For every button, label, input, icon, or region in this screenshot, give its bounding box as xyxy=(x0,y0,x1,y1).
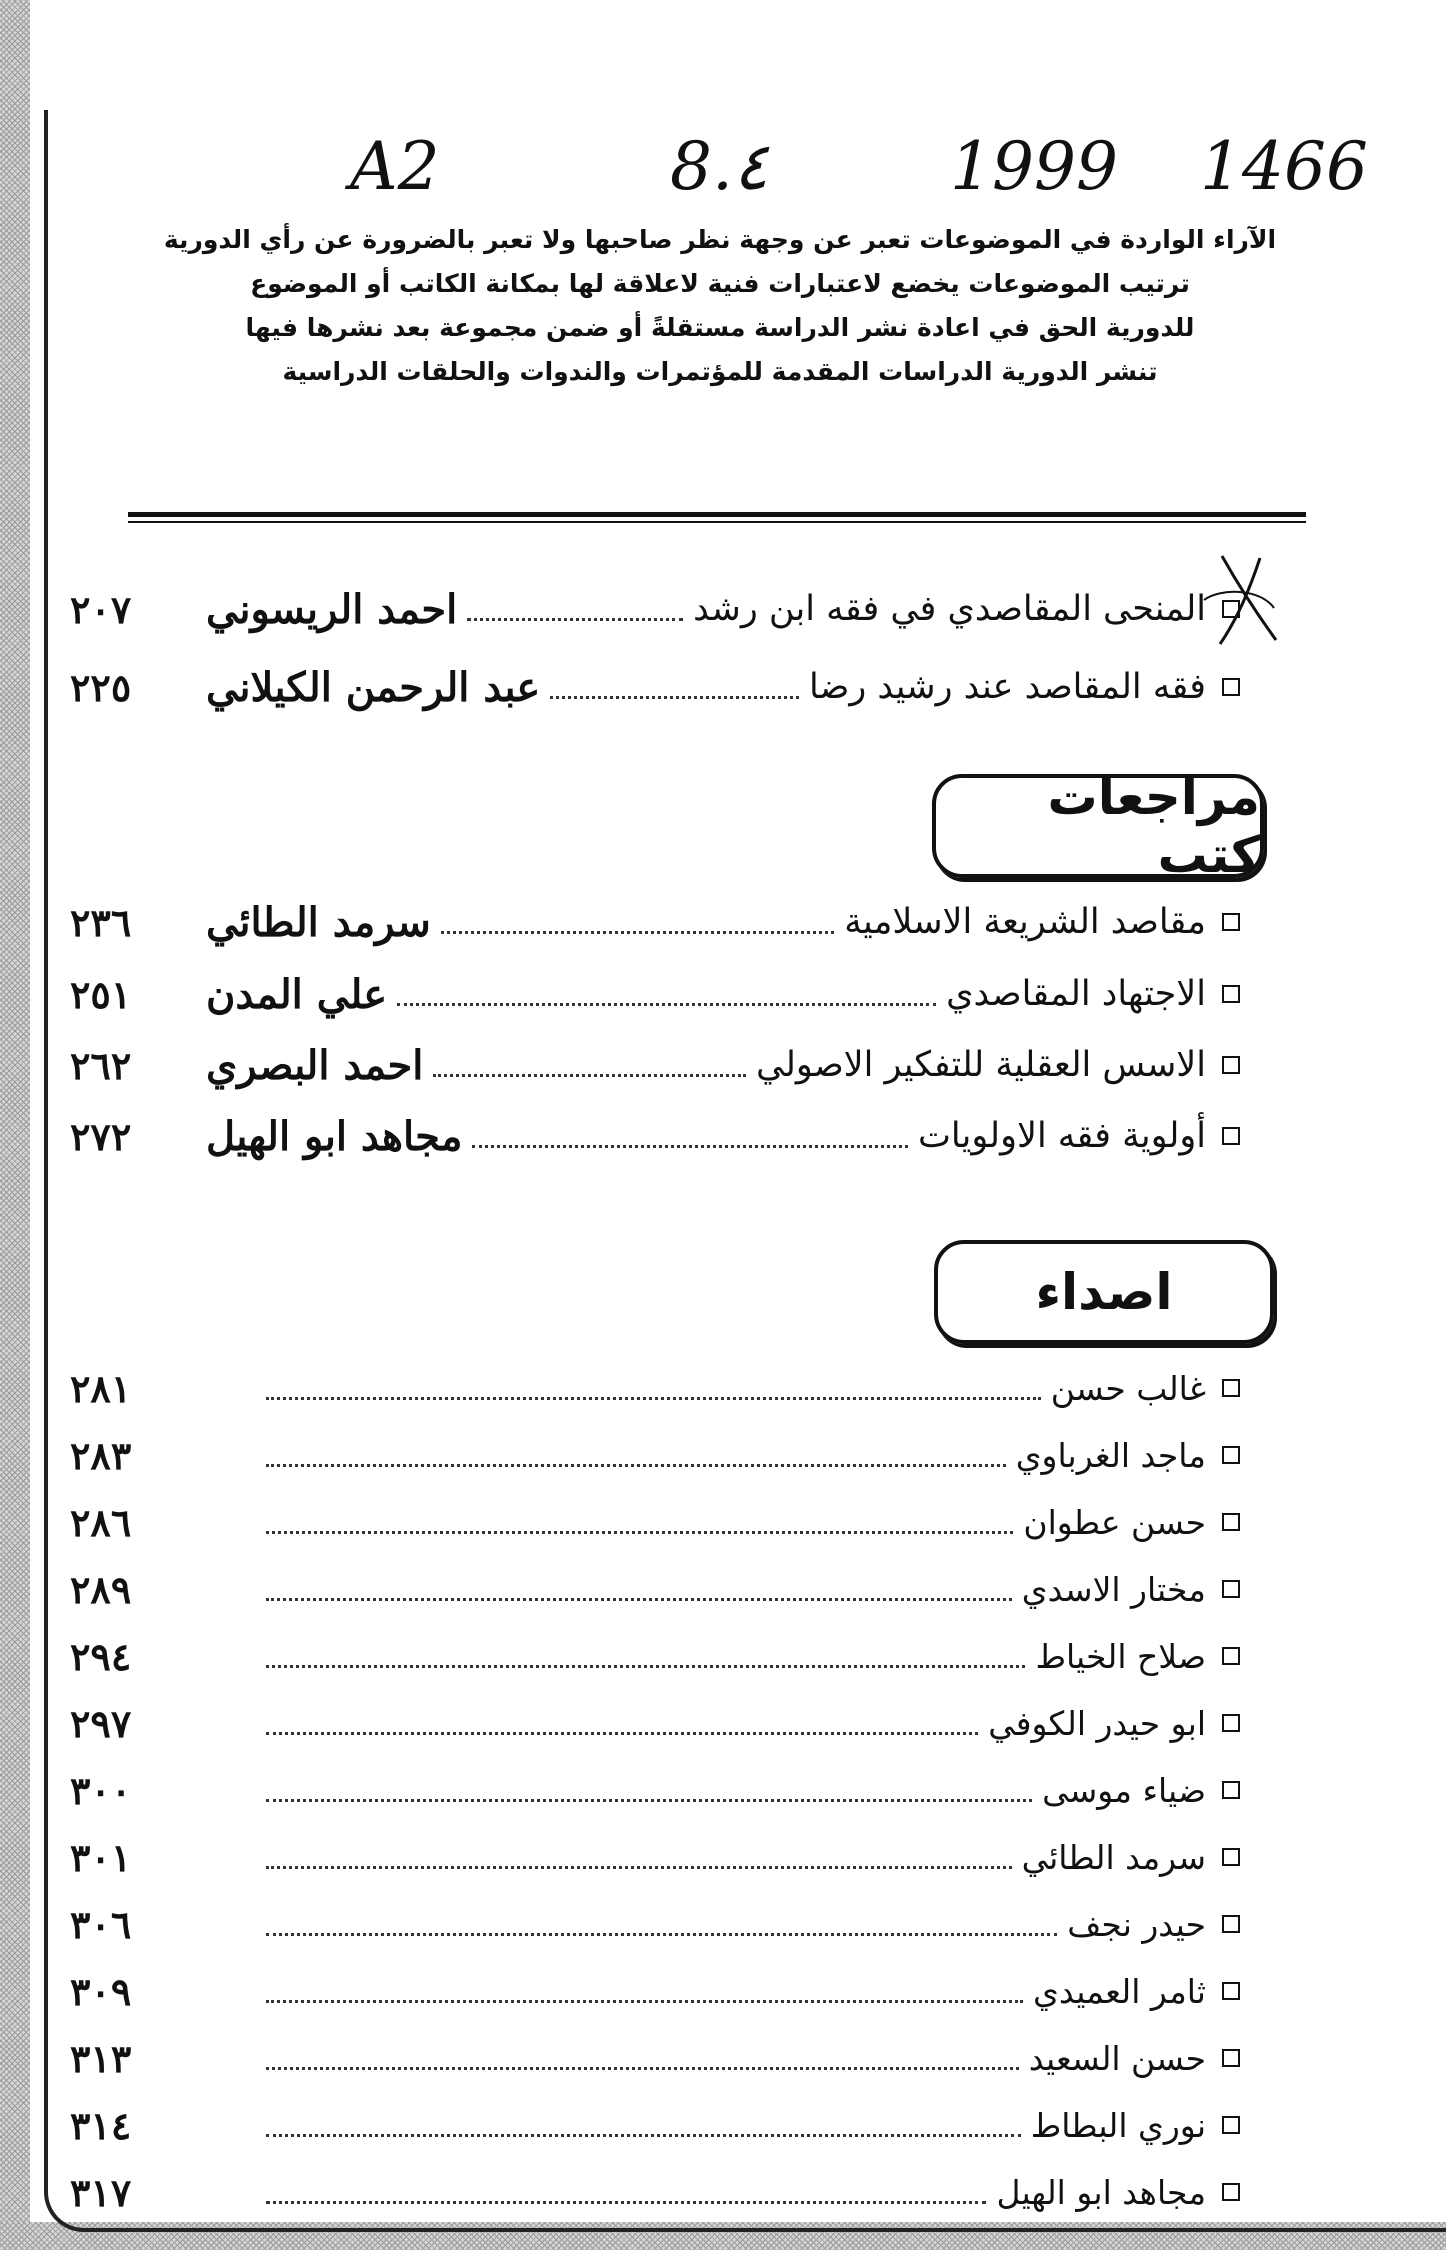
bullet-box-icon xyxy=(1222,1781,1240,1799)
entry-title: حسن السعيد xyxy=(1028,2038,1206,2078)
entry-page: ٢٠٧ xyxy=(70,586,132,632)
toc-entry[interactable] xyxy=(70,1101,1240,1171)
entry-page: ٢٩٧ xyxy=(70,1700,132,1746)
leader-dots xyxy=(266,1665,1025,1668)
entry-page: ٣١٤ xyxy=(70,2102,132,2148)
entry-page: ٣٠٩ xyxy=(70,1968,132,2014)
toc-entry[interactable] xyxy=(70,1621,1240,1691)
bullet-box-icon xyxy=(1222,2183,1240,2201)
leader-dots xyxy=(266,2067,1019,2070)
notice-line: ترتيب الموضوعات يخضع لاعتبارات فنية لاعلاقة لها بمكانة الكاتب أو الموضوع xyxy=(250,269,1190,298)
bullet-box-icon xyxy=(1222,1982,1240,2000)
entry-title: ابو حيدر الكوفي xyxy=(988,1703,1206,1743)
entry-title: مقاصد الشريعة الاسلامية xyxy=(844,902,1206,942)
entry-page: ٢٨١ xyxy=(70,1365,132,1411)
leader-dots xyxy=(266,1799,1032,1802)
leader-dots xyxy=(266,2000,1023,2003)
divider-rule xyxy=(128,521,1306,523)
entry-page: ٢٨٦ xyxy=(70,1499,132,1545)
bullet-box-icon xyxy=(1222,913,1240,931)
entry-page: ٢٢٥ xyxy=(70,664,132,710)
bullet-box-icon xyxy=(1222,1580,1240,1598)
leader-dots xyxy=(550,696,799,699)
entry-author: احمد الريسوني xyxy=(206,585,458,633)
entry-author: علي المدن xyxy=(206,970,388,1018)
handwritten-note xyxy=(300,128,1400,208)
toc-entry[interactable] xyxy=(70,574,1240,644)
entry-page: ٣٠١ xyxy=(70,1834,132,1880)
leader-dots xyxy=(266,2134,1021,2137)
toc-entry[interactable] xyxy=(70,2090,1240,2160)
handwritten-code: A2 xyxy=(350,128,440,205)
bullet-box-icon xyxy=(1222,1056,1240,1074)
bullet-box-icon xyxy=(1222,1848,1240,1866)
entry-title: ثامر العميدي xyxy=(1033,1971,1206,2011)
entry-title: مجاهد ابو الهيل xyxy=(996,2172,1206,2212)
leader-dots xyxy=(266,1933,1057,1936)
bullet-box-icon xyxy=(1222,1379,1240,1397)
handwritten-code: 8.٤ xyxy=(670,128,769,205)
section-heading-books xyxy=(932,768,1264,884)
entry-title: سرمد الطائي xyxy=(1021,1837,1206,1877)
bullet-box-icon xyxy=(1222,985,1240,1003)
toc-entry[interactable] xyxy=(70,1554,1240,1624)
leader-dots xyxy=(441,931,835,934)
leader-dots xyxy=(472,1145,908,1148)
editorial-notice xyxy=(130,218,1310,394)
toc-entry[interactable] xyxy=(70,1420,1240,1490)
toc-entry[interactable] xyxy=(70,2157,1240,2227)
entry-page: ٣١٧ xyxy=(70,2169,132,2215)
entry-title: صلاح الخياط xyxy=(1035,1636,1206,1676)
section-heading-text: اصداء xyxy=(1035,1263,1173,1321)
entry-title: أولوية فقه الاولويات xyxy=(917,1116,1206,1156)
toc-entry[interactable] xyxy=(70,1030,1240,1100)
leader-dots xyxy=(397,1003,936,1006)
entry-title: نوري البطاط xyxy=(1030,2105,1206,2145)
entry-page: ٢٩٤ xyxy=(70,1633,132,1679)
bullet-box-icon xyxy=(1222,1647,1240,1665)
section-heading-echoes xyxy=(934,1240,1274,1344)
entry-author: عبد الرحمن الكيلاني xyxy=(206,663,541,711)
entry-author: احمد البصري xyxy=(206,1041,424,1089)
bullet-box-icon xyxy=(1222,1714,1240,1732)
entry-title: الاسس العقلية للتفكير الاصولي xyxy=(756,1045,1206,1085)
entry-page: ٢٨٣ xyxy=(70,1432,132,1478)
entry-title: ضياء موسى xyxy=(1042,1770,1206,1810)
leader-dots xyxy=(266,1397,1041,1400)
handwritten-code: 1999 xyxy=(950,128,1118,205)
leader-dots xyxy=(266,1464,1006,1467)
toc-entry[interactable] xyxy=(70,2023,1240,2093)
entry-title: غالب حسن xyxy=(1050,1368,1206,1408)
entry-author: سرمد الطائي xyxy=(206,898,431,946)
section-heading-text: مراجعات كتب xyxy=(1047,768,1260,884)
toc-entry[interactable] xyxy=(70,959,1240,1029)
leader-dots xyxy=(433,1074,746,1077)
toc-entry[interactable] xyxy=(70,1353,1240,1423)
notice-line: الآراء الواردة في الموضوعات تعبر عن وجهة نظر صاحبها ولا تعبر بالضرورة عن رأي الدورية xyxy=(163,225,1277,254)
toc-entry[interactable] xyxy=(70,1755,1240,1825)
toc-entry[interactable] xyxy=(70,887,1240,957)
bullet-box-icon xyxy=(1222,1513,1240,1531)
entry-page: ٣٠٠ xyxy=(70,1767,132,1813)
toc-entry[interactable] xyxy=(70,1822,1240,1892)
handwritten-code: 1466 xyxy=(1200,128,1368,205)
entry-page: ٢٥١ xyxy=(70,971,132,1017)
bullet-box-icon xyxy=(1222,2049,1240,2067)
leader-dots xyxy=(467,618,683,621)
entry-title: حسن عطوان xyxy=(1023,1502,1206,1542)
toc-entry[interactable] xyxy=(70,1688,1240,1758)
toc-entry[interactable] xyxy=(70,652,1240,722)
bullet-box-icon xyxy=(1222,600,1240,618)
notice-line: تنشر الدورية الدراسات المقدمة للمؤتمرات والندوات والحلقات الدراسية xyxy=(282,357,1158,386)
toc-entry[interactable] xyxy=(70,1889,1240,1959)
bullet-box-icon xyxy=(1222,1446,1240,1464)
leader-dots xyxy=(266,1598,1012,1601)
leader-dots xyxy=(266,2201,986,2204)
toc-entry[interactable] xyxy=(70,1487,1240,1557)
entry-title: ماجد الغرباوي xyxy=(1015,1435,1206,1475)
bullet-box-icon xyxy=(1222,1127,1240,1145)
divider-rule xyxy=(128,512,1306,517)
bullet-box-icon xyxy=(1222,1915,1240,1933)
entry-title: فقه المقاصد عند رشيد رضا xyxy=(808,667,1206,707)
entry-page: ٢٦٢ xyxy=(70,1042,132,1088)
entry-title: المنحى المقاصدي في فقه ابن رشد xyxy=(693,589,1206,629)
entry-page: ٢٨٩ xyxy=(70,1566,132,1612)
entry-page: ٣٠٦ xyxy=(70,1901,132,1947)
entry-page: ٢٣٦ xyxy=(70,899,132,945)
leader-dots xyxy=(266,1732,978,1735)
entry-author: مجاهد ابو الهيل xyxy=(206,1112,463,1160)
scan-edge-left xyxy=(0,0,30,2250)
entry-title: مختار الاسدي xyxy=(1021,1569,1206,1609)
bullet-box-icon xyxy=(1222,678,1240,696)
leader-dots xyxy=(266,1531,1013,1534)
entry-title: الاجتهاد المقاصدي xyxy=(946,974,1206,1014)
entry-page: ٣١٣ xyxy=(70,2035,132,2081)
notice-line: للدورية الحق في اعادة نشر الدراسة مستقلةً أو ضمن مجموعة بعد نشرها فيها xyxy=(245,313,1195,342)
bullet-box-icon xyxy=(1222,2116,1240,2134)
entry-page: ٢٧٢ xyxy=(70,1113,132,1159)
toc-entry[interactable] xyxy=(70,1956,1240,2026)
leader-dots xyxy=(266,1866,1012,1869)
entry-title: حيدر نجف xyxy=(1067,1904,1206,1944)
